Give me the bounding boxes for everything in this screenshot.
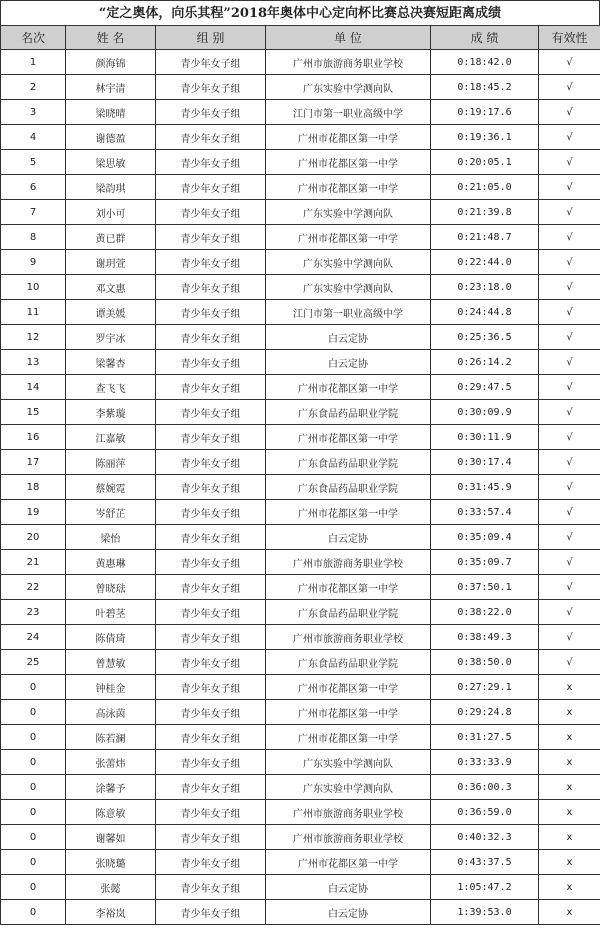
cell-validity: √	[539, 600, 600, 625]
cell-validity: x	[539, 850, 600, 875]
cell-unit: 江门市第一职业高级中学	[266, 100, 431, 125]
cell-group: 青少年女子组	[156, 425, 266, 450]
table-row	[1, 125, 600, 150]
cell-time: 0:18:45.2	[431, 75, 539, 100]
cell-time: 1:39:53.0	[431, 900, 539, 925]
table-row	[1, 625, 600, 650]
cell-unit: 广东食品药品职业学院	[266, 600, 431, 625]
cell-unit: 广东食品药品职业学院	[266, 650, 431, 675]
cell-group: 青少年女子组	[156, 850, 266, 875]
cell-name: 高泳茵	[66, 700, 156, 725]
cell-validity: √	[539, 375, 600, 400]
table-row	[1, 775, 600, 800]
table-row	[1, 800, 600, 825]
cell-group: 青少年女子组	[156, 800, 266, 825]
cell-time: 0:26:14.2	[431, 350, 539, 375]
results-title: “定之奥体，向乐其程”2018年奥体中心定向杯比赛总决赛短距离成绩	[0, 0, 600, 25]
cell-unit: 白云定协	[266, 525, 431, 550]
cell-group: 青少年女子组	[156, 200, 266, 225]
cell-group: 青少年女子组	[156, 275, 266, 300]
cell-rank: 0	[1, 725, 66, 750]
cell-group: 青少年女子组	[156, 325, 266, 350]
cell-unit: 广州市花都区第一中学	[266, 675, 431, 700]
cell-validity: √	[539, 250, 600, 275]
cell-group: 青少年女子组	[156, 775, 266, 800]
cell-name: 罗宇冰	[66, 325, 156, 350]
cell-time: 0:20:05.1	[431, 150, 539, 175]
cell-group: 青少年女子组	[156, 625, 266, 650]
table-row	[1, 250, 600, 275]
cell-unit: 广州市花都区第一中学	[266, 725, 431, 750]
cell-group: 青少年女子组	[156, 500, 266, 525]
cell-time: 0:36:00.3	[431, 775, 539, 800]
cell-unit: 广州市花都区第一中学	[266, 225, 431, 250]
table-row	[1, 175, 600, 200]
cell-validity: x	[539, 725, 600, 750]
table-row	[1, 325, 600, 350]
header-validity: 有效性	[539, 26, 600, 50]
cell-unit: 广州市花都区第一中学	[266, 375, 431, 400]
cell-rank: 1	[1, 50, 66, 75]
cell-validity: √	[539, 575, 600, 600]
cell-time: 0:38:50.0	[431, 650, 539, 675]
header-row	[1, 26, 600, 50]
cell-unit: 广州市花都区第一中学	[266, 150, 431, 175]
cell-rank: 22	[1, 575, 66, 600]
cell-rank: 0	[1, 775, 66, 800]
table-row	[1, 400, 600, 425]
cell-group: 青少年女子组	[156, 450, 266, 475]
cell-name: 刘小可	[66, 200, 156, 225]
cell-rank: 3	[1, 100, 66, 125]
cell-validity: x	[539, 700, 600, 725]
cell-rank: 5	[1, 150, 66, 175]
table-row	[1, 525, 600, 550]
cell-validity: √	[539, 150, 600, 175]
cell-time: 0:19:17.6	[431, 100, 539, 125]
cell-validity: x	[539, 775, 600, 800]
cell-validity: √	[539, 325, 600, 350]
table-row	[1, 825, 600, 850]
cell-name: 岑舒芷	[66, 500, 156, 525]
table-row	[1, 725, 600, 750]
cell-unit: 广州市旅游商务职业学校	[266, 825, 431, 850]
cell-unit: 江门市第一职业高级中学	[266, 300, 431, 325]
cell-validity: √	[539, 300, 600, 325]
cell-time: 0:43:37.5	[431, 850, 539, 875]
cell-rank: 0	[1, 900, 66, 925]
cell-group: 青少年女子组	[156, 350, 266, 375]
cell-name: 陈若澜	[66, 725, 156, 750]
cell-group: 青少年女子组	[156, 475, 266, 500]
cell-time: 0:35:09.7	[431, 550, 539, 575]
cell-name: 叶碧茎	[66, 600, 156, 625]
table-row	[1, 675, 600, 700]
cell-rank: 0	[1, 800, 66, 825]
cell-rank: 16	[1, 425, 66, 450]
cell-unit: 广东实验中学测向队	[266, 75, 431, 100]
cell-validity: √	[539, 225, 600, 250]
cell-validity: √	[539, 400, 600, 425]
cell-group: 青少年女子组	[156, 400, 266, 425]
cell-unit: 广州市花都区第一中学	[266, 125, 431, 150]
cell-time: 0:33:57.4	[431, 500, 539, 525]
table-row	[1, 575, 600, 600]
table-row	[1, 475, 600, 500]
table-row	[1, 875, 600, 900]
cell-rank: 9	[1, 250, 66, 275]
cell-time: 0:33:33.9	[431, 750, 539, 775]
cell-unit: 广东实验中学测向队	[266, 775, 431, 800]
cell-name: 谢德盈	[66, 125, 156, 150]
cell-validity: x	[539, 675, 600, 700]
cell-unit: 广州市花都区第一中学	[266, 575, 431, 600]
cell-validity: √	[539, 50, 600, 75]
cell-validity: √	[539, 275, 600, 300]
cell-rank: 21	[1, 550, 66, 575]
cell-rank: 10	[1, 275, 66, 300]
cell-name: 梁晓晴	[66, 100, 156, 125]
table-row	[1, 150, 600, 175]
cell-group: 青少年女子组	[156, 900, 266, 925]
cell-validity: √	[539, 200, 600, 225]
cell-validity: x	[539, 875, 600, 900]
results-table	[0, 25, 600, 925]
cell-group: 青少年女子组	[156, 525, 266, 550]
cell-time: 0:25:36.5	[431, 325, 539, 350]
cell-unit: 广州市旅游商务职业学校	[266, 800, 431, 825]
cell-name: 梁思敏	[66, 150, 156, 175]
cell-rank: 25	[1, 650, 66, 675]
cell-time: 0:30:09.9	[431, 400, 539, 425]
cell-name: 张蕾炜	[66, 750, 156, 775]
cell-unit: 广州市旅游商务职业学校	[266, 625, 431, 650]
table-row	[1, 850, 600, 875]
cell-unit: 广东实验中学测向队	[266, 275, 431, 300]
cell-rank: 19	[1, 500, 66, 525]
cell-group: 青少年女子组	[156, 75, 266, 100]
cell-time: 0:31:45.9	[431, 475, 539, 500]
cell-time: 0:27:29.1	[431, 675, 539, 700]
cell-validity: x	[539, 825, 600, 850]
cell-group: 青少年女子组	[156, 600, 266, 625]
cell-name: 陈丽萍	[66, 450, 156, 475]
cell-group: 青少年女子组	[156, 175, 266, 200]
cell-unit: 白云定协	[266, 325, 431, 350]
cell-unit: 广东食品药品职业学院	[266, 400, 431, 425]
cell-group: 青少年女子组	[156, 50, 266, 75]
cell-rank: 7	[1, 200, 66, 225]
cell-validity: √	[539, 500, 600, 525]
cell-rank: 0	[1, 850, 66, 875]
cell-validity: √	[539, 450, 600, 475]
table-row	[1, 300, 600, 325]
cell-name: 张晓璐	[66, 850, 156, 875]
cell-unit: 白云定协	[266, 900, 431, 925]
cell-time: 0:21:48.7	[431, 225, 539, 250]
cell-time: 0:40:32.3	[431, 825, 539, 850]
cell-group: 青少年女子组	[156, 550, 266, 575]
cell-time: 0:38:49.3	[431, 625, 539, 650]
cell-validity: x	[539, 750, 600, 775]
header-group: 组 别	[156, 26, 266, 50]
cell-rank: 11	[1, 300, 66, 325]
cell-unit: 广州市花都区第一中学	[266, 700, 431, 725]
cell-unit: 广东实验中学测向队	[266, 200, 431, 225]
table-row	[1, 500, 600, 525]
cell-unit: 广州市花都区第一中学	[266, 500, 431, 525]
cell-rank: 20	[1, 525, 66, 550]
cell-rank: 8	[1, 225, 66, 250]
cell-rank: 0	[1, 875, 66, 900]
cell-unit: 广州市花都区第一中学	[266, 850, 431, 875]
cell-time: 0:21:05.0	[431, 175, 539, 200]
cell-validity: √	[539, 525, 600, 550]
cell-name: 涂馨予	[66, 775, 156, 800]
cell-name: 陈意敏	[66, 800, 156, 825]
cell-unit: 广东实验中学测向队	[266, 750, 431, 775]
cell-name: 蔡婉霓	[66, 475, 156, 500]
cell-group: 青少年女子组	[156, 750, 266, 775]
table-row	[1, 275, 600, 300]
cell-time: 0:21:39.8	[431, 200, 539, 225]
cell-rank: 0	[1, 825, 66, 850]
cell-group: 青少年女子组	[156, 575, 266, 600]
table-row	[1, 375, 600, 400]
table-row	[1, 450, 600, 475]
cell-name: 查飞飞	[66, 375, 156, 400]
cell-unit: 广东食品药品职业学院	[266, 450, 431, 475]
table-row	[1, 225, 600, 250]
cell-validity: √	[539, 125, 600, 150]
cell-group: 青少年女子组	[156, 825, 266, 850]
cell-validity: √	[539, 350, 600, 375]
cell-group: 青少年女子组	[156, 225, 266, 250]
cell-time: 0:29:24.8	[431, 700, 539, 725]
cell-validity: √	[539, 425, 600, 450]
cell-unit: 广东食品药品职业学院	[266, 475, 431, 500]
cell-time: 0:30:17.4	[431, 450, 539, 475]
cell-name: 曾晓琺	[66, 575, 156, 600]
cell-time: 0:29:47.5	[431, 375, 539, 400]
cell-group: 青少年女子组	[156, 700, 266, 725]
cell-group: 青少年女子组	[156, 375, 266, 400]
cell-group: 青少年女子组	[156, 725, 266, 750]
cell-rank: 2	[1, 75, 66, 100]
cell-unit: 白云定协	[266, 875, 431, 900]
table-row	[1, 350, 600, 375]
cell-rank: 23	[1, 600, 66, 625]
cell-name: 谭美媛	[66, 300, 156, 325]
cell-validity: √	[539, 475, 600, 500]
cell-name: 梁怡	[66, 525, 156, 550]
cell-time: 0:19:36.1	[431, 125, 539, 150]
cell-name: 谢馨如	[66, 825, 156, 850]
cell-time: 0:24:44.8	[431, 300, 539, 325]
cell-rank: 24	[1, 625, 66, 650]
cell-rank: 17	[1, 450, 66, 475]
cell-group: 青少年女子组	[156, 250, 266, 275]
cell-name: 曾慧敏	[66, 650, 156, 675]
cell-name: 江嘉敏	[66, 425, 156, 450]
cell-group: 青少年女子组	[156, 875, 266, 900]
cell-group: 青少年女子组	[156, 650, 266, 675]
cell-name: 梁韵琪	[66, 175, 156, 200]
header-name: 姓 名	[66, 26, 156, 50]
cell-time: 0:23:18.0	[431, 275, 539, 300]
cell-time: 0:37:50.1	[431, 575, 539, 600]
cell-name: 李裕岚	[66, 900, 156, 925]
cell-unit: 广州市旅游商务职业学校	[266, 550, 431, 575]
cell-name: 陈倩琦	[66, 625, 156, 650]
table-row	[1, 650, 600, 675]
cell-unit: 广州市花都区第一中学	[266, 425, 431, 450]
cell-name: 钟桂金	[66, 675, 156, 700]
cell-rank: 15	[1, 400, 66, 425]
table-row	[1, 200, 600, 225]
cell-time: 0:38:22.0	[431, 600, 539, 625]
cell-group: 青少年女子组	[156, 300, 266, 325]
cell-name: 谢玥萱	[66, 250, 156, 275]
cell-time: 1:05:47.2	[431, 875, 539, 900]
cell-unit: 白云定协	[266, 350, 431, 375]
cell-name: 邓文惠	[66, 275, 156, 300]
cell-validity: √	[539, 100, 600, 125]
cell-name: 李紫璇	[66, 400, 156, 425]
cell-time: 0:31:27.5	[431, 725, 539, 750]
cell-group: 青少年女子组	[156, 100, 266, 125]
cell-time: 0:35:09.4	[431, 525, 539, 550]
table-row	[1, 550, 600, 575]
cell-rank: 18	[1, 475, 66, 500]
cell-validity: x	[539, 900, 600, 925]
cell-group: 青少年女子组	[156, 675, 266, 700]
cell-name: 梁馨杏	[66, 350, 156, 375]
cell-validity: √	[539, 650, 600, 675]
cell-validity: √	[539, 625, 600, 650]
cell-name: 张懿	[66, 875, 156, 900]
cell-unit: 广州市旅游商务职业学校	[266, 50, 431, 75]
cell-validity: √	[539, 550, 600, 575]
cell-rank: 12	[1, 325, 66, 350]
cell-rank: 14	[1, 375, 66, 400]
table-row	[1, 900, 600, 925]
header-time: 成 绩	[431, 26, 539, 50]
cell-group: 青少年女子组	[156, 125, 266, 150]
cell-name: 黄已群	[66, 225, 156, 250]
cell-group: 青少年女子组	[156, 150, 266, 175]
cell-rank: 0	[1, 675, 66, 700]
table-row	[1, 600, 600, 625]
table-row	[1, 750, 600, 775]
cell-time: 0:36:59.0	[431, 800, 539, 825]
table-body	[1, 50, 600, 925]
cell-unit: 广州市花都区第一中学	[266, 175, 431, 200]
table-row	[1, 75, 600, 100]
table-row	[1, 425, 600, 450]
cell-rank: 6	[1, 175, 66, 200]
table-row	[1, 700, 600, 725]
header-unit: 单 位	[266, 26, 431, 50]
table-row	[1, 100, 600, 125]
cell-validity: √	[539, 75, 600, 100]
cell-name: 颜海锦	[66, 50, 156, 75]
cell-rank: 0	[1, 750, 66, 775]
cell-validity: x	[539, 800, 600, 825]
cell-rank: 4	[1, 125, 66, 150]
cell-rank: 0	[1, 700, 66, 725]
cell-time: 0:30:11.9	[431, 425, 539, 450]
table-row	[1, 50, 600, 75]
cell-name: 林宇清	[66, 75, 156, 100]
cell-rank: 13	[1, 350, 66, 375]
cell-name: 黄惠琳	[66, 550, 156, 575]
cell-unit: 广东实验中学测向队	[266, 250, 431, 275]
cell-time: 0:18:42.0	[431, 50, 539, 75]
cell-time: 0:22:44.0	[431, 250, 539, 275]
table-header	[1, 26, 600, 50]
cell-validity: √	[539, 175, 600, 200]
header-rank: 名次	[1, 26, 66, 50]
